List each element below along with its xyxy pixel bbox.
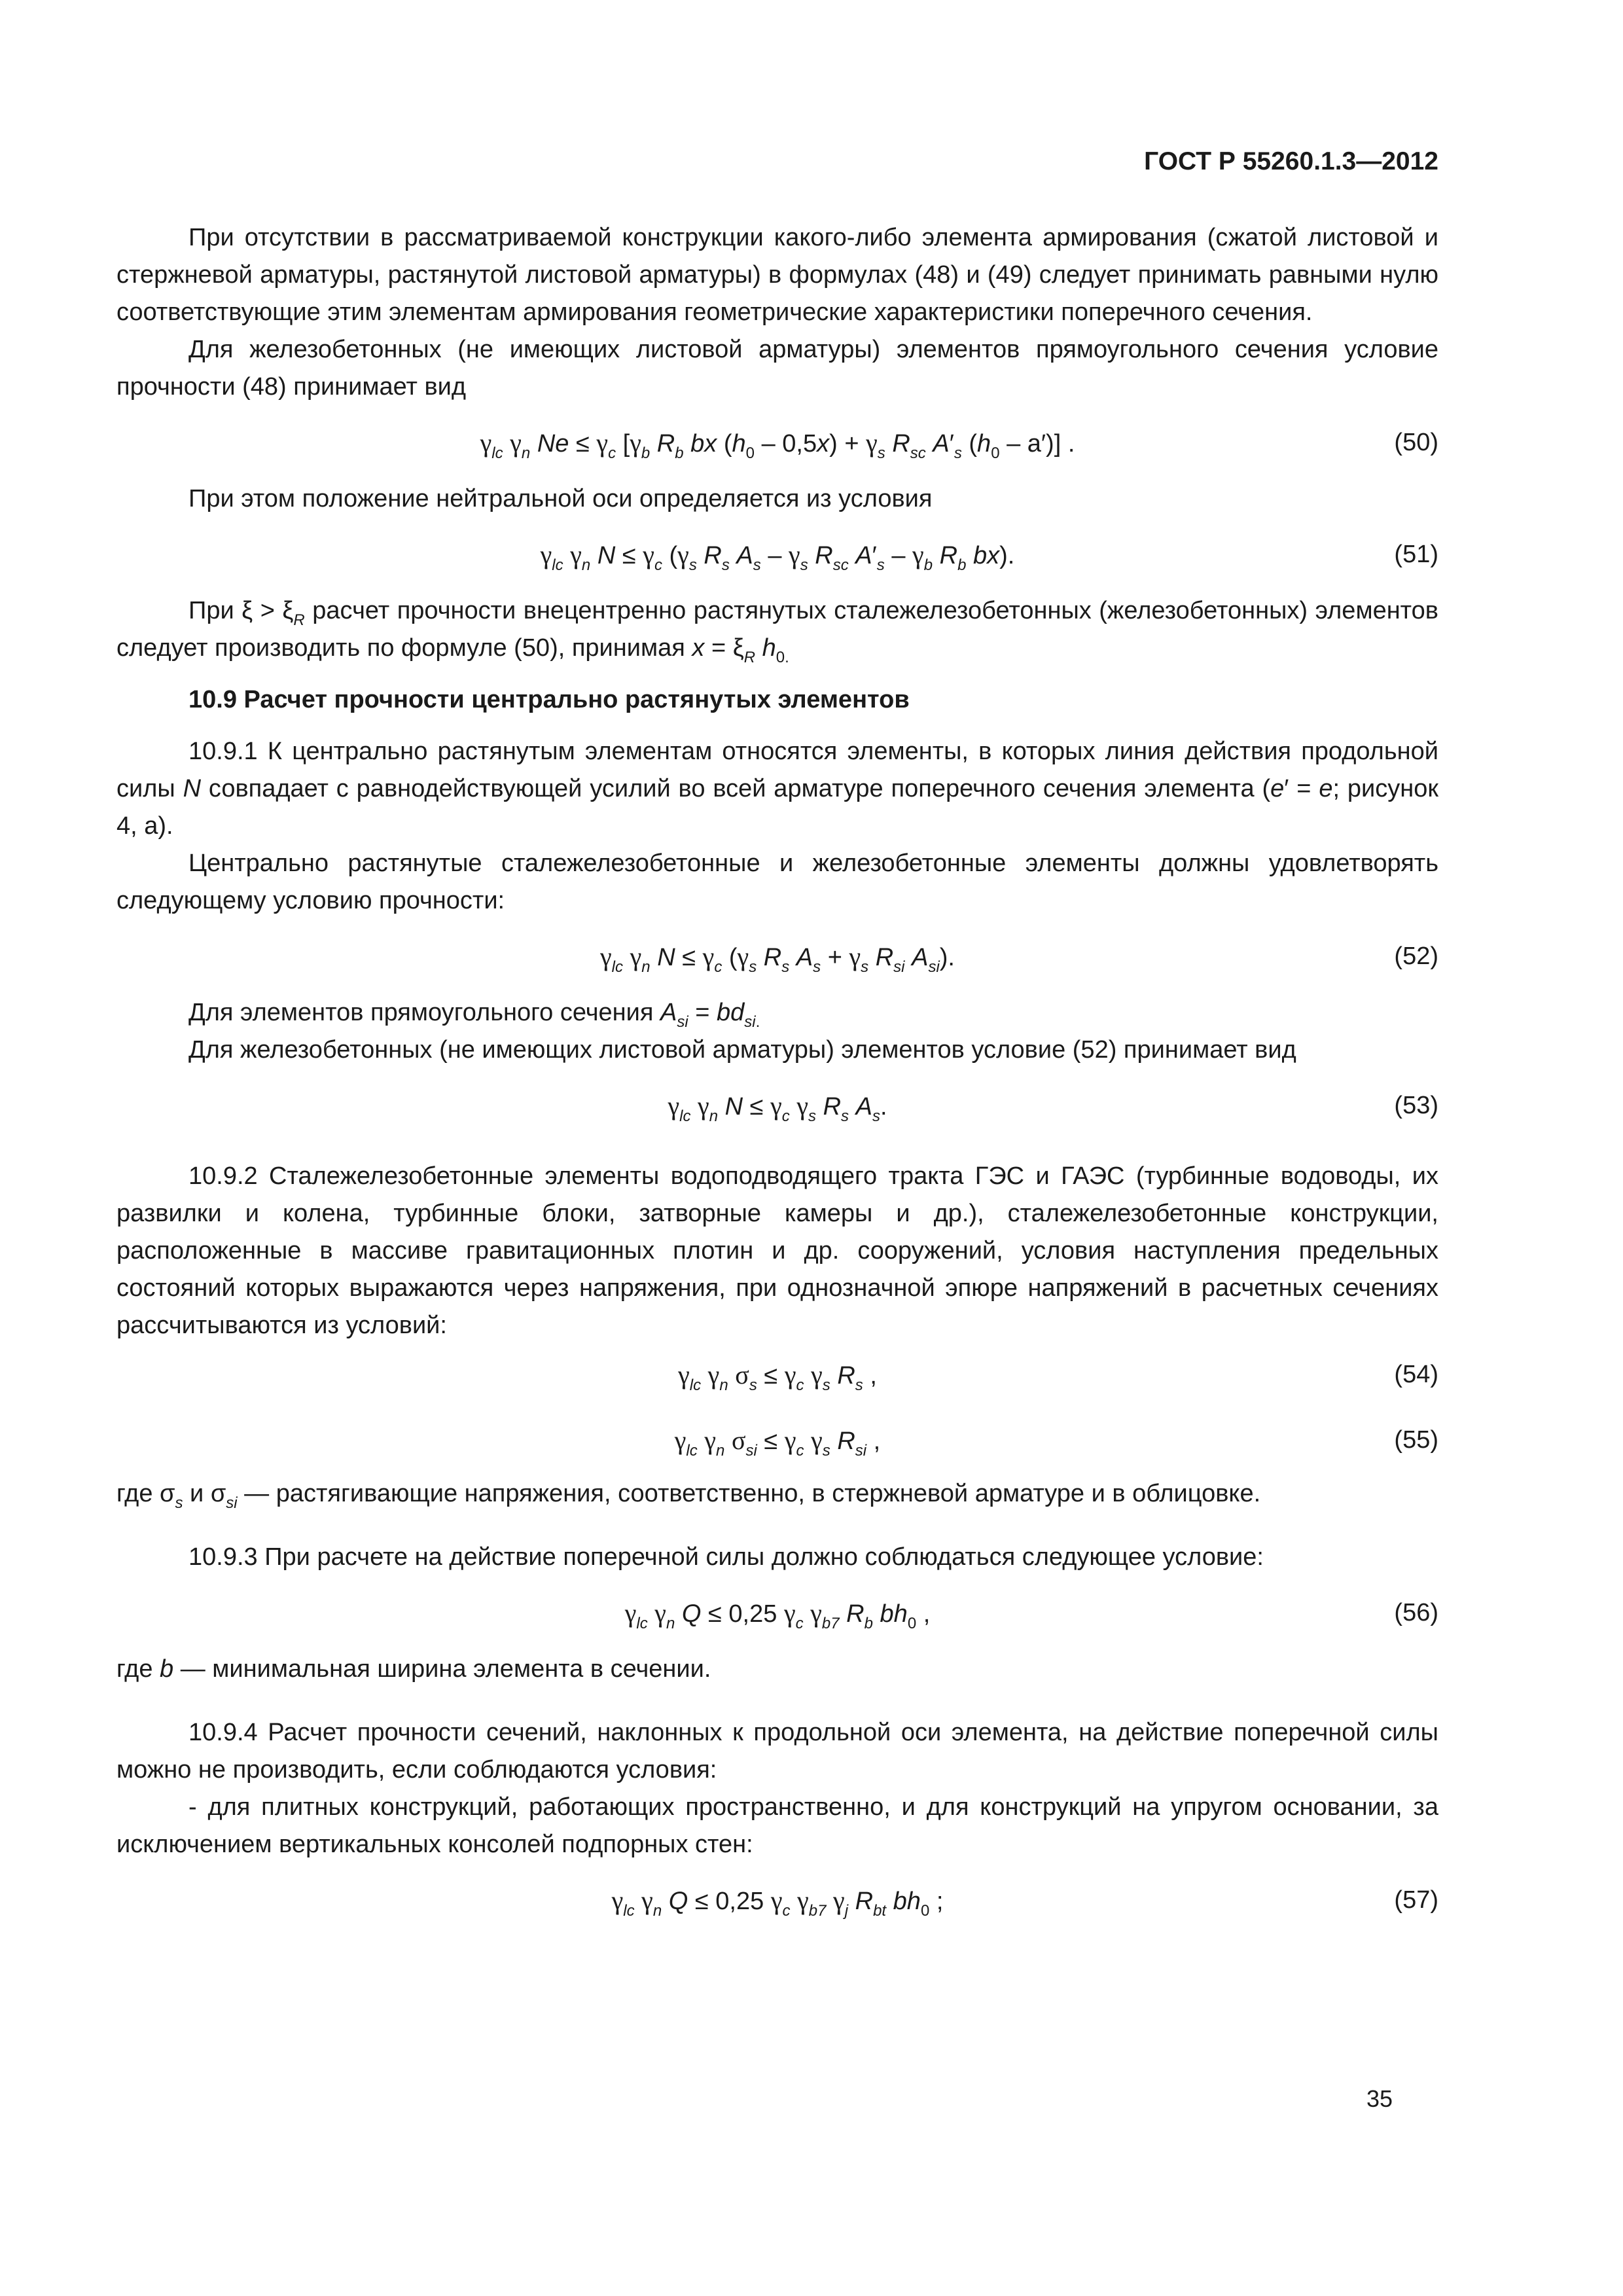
paragraph-xi-condition: При $\xi > \xi_R$ расчет прочности внецентренно растянутых сталежелезобетонных (железобетонных) элементов следует производить по формуле (50), принимая $x = \xi_R$ $h_{0.}$: [116, 597, 1438, 666]
page-content: [116, 219, 1438, 1938]
document-code-header: ГОСТ Р 55260.1.3—2012: [1144, 147, 1438, 175]
text-span: При ξ > ξ: [188, 597, 294, 624]
formula-54: [116, 1344, 1438, 1410]
paragraph-rect-section-condition: Для железобетонных (не имеющих листовой арматуры) элементов прямоугольного сечения условие прочности (48) принимает вид: [116, 336, 1438, 401]
text-span: расчет прочности внецентренно растянутых сталежелезобетонных (железобетонных) элементов следует производить по формуле (50), принимая: [116, 597, 1438, 662]
formula-52: [116, 920, 1438, 994]
paragraph-sigma-definition: где $\sigma_s$ и $\sigma_{si}$ — растягивающие напряжения, соответственно, в стержневой арматуре и в облицовке.: [116, 1480, 1261, 1512]
text-span: 10.9.1 К центрально растянутым элементам относятся элементы, в которых линия действия продольной силы: [116, 738, 1438, 802]
text-span: и σ: [183, 1480, 226, 1507]
formula-57: [116, 1863, 1438, 1938]
formula-54-expression: $\gamma_{lc}$ $\gamma_n$ $\sigma_s \le \gamma_c$ $\gamma_s$ $R_s$ ,: [678, 1360, 877, 1394]
formula-53: [116, 1069, 1438, 1143]
paragraph-10-9-3: 10.9.3 При расчете на действие поперечной силы должно соблюдаться следующее условие:: [188, 1543, 1264, 1571]
formula-55: [116, 1410, 1438, 1475]
formula-52-expression: $\gamma_{lc}$ $\gamma_n$ $N \le \gamma_c$ ($\gamma_s$ $R_s$ $A_s + \gamma_s$ $R_{si}$ $A_{si}$).: [599, 942, 955, 976]
paragraph-rc-condition-52: Для железобетонных (не имеющих листовой арматуры) элементов условие (52) принимает вид: [188, 1036, 1296, 1064]
text-span: — растягивающие напряжения, соответственно, в стержневой арматуре и в облицовке.: [237, 1480, 1261, 1507]
formula-56: [116, 1576, 1438, 1651]
text-span: ; рисунок 4, а).: [116, 775, 1438, 840]
formula-51-number: (51): [1394, 541, 1438, 568]
paragraph-10-9-1: 10.9.1 К центрально растянутым элементам относятся элементы, в которых линия действия продольной силы N совпадает с равнодействующей усилий во всей арматуре поперечного сечения элемента (e′ = e; рисунок 4, а).: [116, 738, 1438, 840]
formula-53-number: (53): [1394, 1092, 1438, 1119]
paragraph-slab-condition: - для плитных конструкций, работающих пространственно, и для конструкций на упругом основании, за исключением вертикальных консолей подпорных стен:: [116, 1793, 1438, 1858]
document-page: [116, 0, 1438, 2296]
paragraph-rect-section-asi: Для элементов прямоугольного сечения $A_{si} = bd_{si.}$: [188, 999, 760, 1031]
paragraph-10-9-2: 10.9.2 Сталежелезобетонные элементы водоподводящего тракта ГЭС и ГАЭС (турбинные водоводы, их развилки и колена, турбинные блоки, затворные камеры и др.), сталежелезобетонные конструкции, расположенные в массиве гравитационных плотин и др. сооружений, условия наступления предельных состояний которых выражаются через напряжения, при однозначной эпюре напряжений в расчетных сечениях рассчитываются из условий:: [116, 1162, 1438, 1339]
formula-50: [116, 406, 1438, 480]
paragraph-missing-reinforcement: При отсутствии в рассматриваемой конструкции какого-либо элемента армирования (сжатой листовой и стержневой арматуры, растянутой листовой арматуры) в формулах (48) и (49) следует принимать равными нулю соответствующие этим элементам армирования геометрические характеристики поперечного сечения.: [116, 224, 1438, 326]
formula-56-expression: $\gamma_{lc}$ $\gamma_n$ Q ≤ 0,25 $\gamma_c$ $\gamma_{b7}$ $R_b$ $bh_0$ ,: [624, 1598, 931, 1632]
formula-51-expression: $\gamma_{lc}$ $\gamma_n$ $N \le \gamma_c$ ($\gamma_s$ $R_s$ $A_s - \gamma_s$ $R_{sc}$ $A'_s - \gamma_b$ $R_b$ bx).: [540, 540, 1015, 574]
section-title-10-9: 10.9 Расчет прочности центрально растянутых элементов: [188, 686, 910, 713]
formula-55-expression: $\gamma_{lc}$ $\gamma_n$ $\sigma_{si} \le \gamma_c$ $\gamma_s$ $R_{si}$ ,: [674, 1426, 881, 1460]
formula-50-expression: $\gamma_{lc}$ $\gamma_n$ $Ne \le \gamma_c$ [$\gamma_b$ $R_b$ bx $(h_0 - 0,5x) + \gamma_s$ $R_{sc}$ $A'_s$ $(h_0 - a')$] .: [480, 428, 1075, 462]
formula-57-number: (57): [1394, 1886, 1438, 1914]
formula-53-expression: $\gamma_{lc}$ $\gamma_n$ $N \le \gamma_c$ $\gamma_s$ $R_s$ $A_s$.: [668, 1091, 887, 1125]
text-span: совпадает с равнодействующей усилий во всей арматуре поперечного сечения элемента (: [201, 775, 1271, 802]
formula-54-number: (54): [1394, 1361, 1438, 1388]
text-span: где σ: [116, 1480, 175, 1507]
formula-56-number: (56): [1394, 1599, 1438, 1626]
paragraph-central-tension-condition: Центрально растянутые сталежелезобетонные и железобетонные элементы должны удовлетворять следующему условию прочности:: [116, 850, 1438, 914]
text-span: Для элементов прямоугольного сечения: [188, 999, 660, 1026]
text-span: где: [116, 1655, 160, 1683]
paragraph-neutral-axis: При этом положение нейтральной оси определяется из условия: [188, 485, 933, 512]
paragraph-b-definition: где b — минимальная ширина элемента в сечении.: [116, 1655, 711, 1683]
page-number: 35: [1366, 2085, 1393, 2112]
formula-51: [116, 518, 1438, 592]
formula-50-number: (50): [1394, 429, 1438, 456]
paragraph-10-9-4: 10.9.4 Расчет прочности сечений, наклонных к продольной оси элемента, на действие поперечной силы можно не производить, если соблюдаются условия:: [116, 1719, 1438, 1784]
formula-55-number: (55): [1394, 1426, 1438, 1454]
text-span: — минимальная ширина элемента в сечении.: [173, 1655, 711, 1683]
formula-52-number: (52): [1394, 942, 1438, 970]
formula-57-expression: $\gamma_{lc}$ $\gamma_n$ Q ≤ 0,25 $\gamma_c$ $\gamma_{b7}$ $\gamma_j$ $R_{bt}$ $bh_0$ ;: [611, 1886, 944, 1920]
